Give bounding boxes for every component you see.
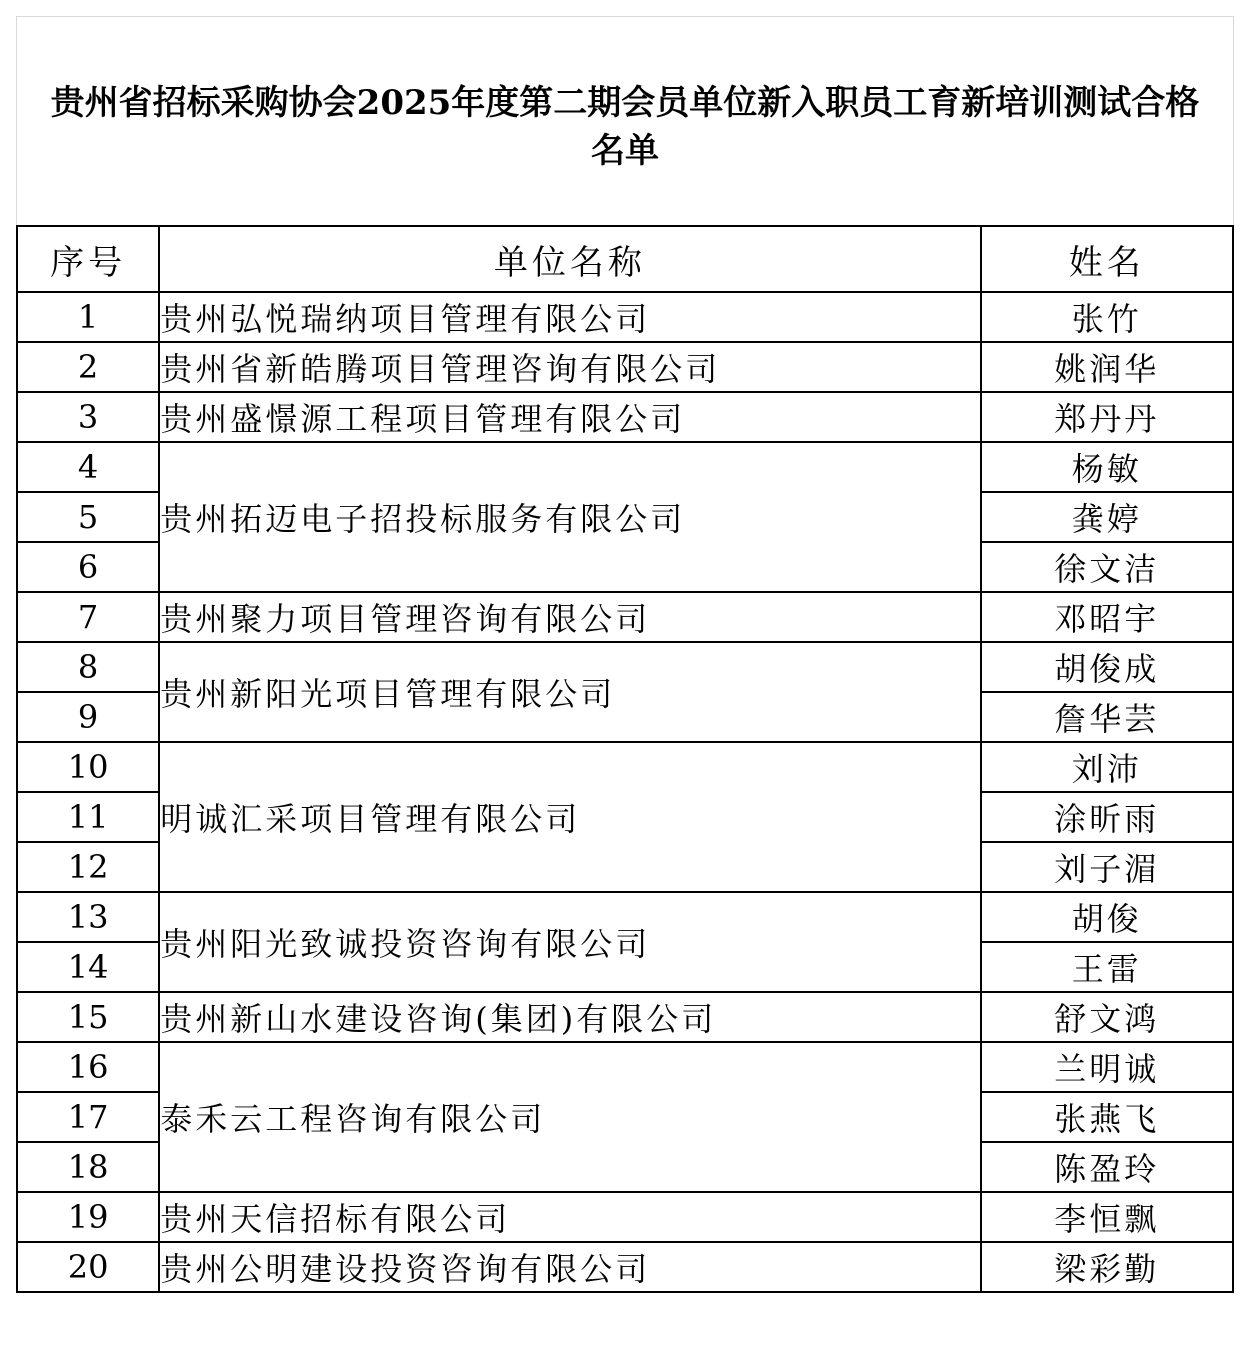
- table-row: [17, 642, 1233, 692]
- header-row: [17, 226, 1233, 292]
- person-name: 舒文鸿: [981, 992, 1233, 1042]
- person-name: 张竹: [981, 292, 1233, 342]
- person-name: 兰明诚: [981, 1042, 1233, 1092]
- row-number: 16: [17, 1042, 159, 1092]
- person-name: 刘子湄: [981, 842, 1233, 892]
- row-number: 14: [17, 942, 159, 992]
- header-no: 序号: [17, 226, 159, 292]
- table-row: [17, 1192, 1233, 1242]
- row-number: 6: [17, 542, 159, 592]
- person-name: 张燕飞: [981, 1092, 1233, 1142]
- row-number: 8: [17, 642, 159, 692]
- table-row: [17, 592, 1233, 642]
- person-name: 梁彩勤: [981, 1242, 1233, 1292]
- table-row: [17, 342, 1233, 392]
- row-number: 12: [17, 842, 159, 892]
- unit-name: 贵州弘悦瑞纳项目管理有限公司: [159, 292, 980, 342]
- table-row: [17, 392, 1233, 442]
- person-name: 王雷: [981, 942, 1233, 992]
- person-name: 詹华芸: [981, 692, 1233, 742]
- header-name: 姓名: [981, 226, 1233, 292]
- row-number: 13: [17, 892, 159, 942]
- row-number: 7: [17, 592, 159, 642]
- person-name: 涂昕雨: [981, 792, 1233, 842]
- table-row: [17, 992, 1233, 1042]
- document-frame: [16, 16, 1234, 1334]
- roster-body: [17, 292, 1233, 1292]
- person-name: 胡俊: [981, 892, 1233, 942]
- person-name: 龚婷: [981, 492, 1233, 542]
- unit-name: 泰禾云工程咨询有限公司: [159, 1042, 980, 1192]
- table-row: [17, 442, 1233, 492]
- table-row: [17, 292, 1233, 342]
- row-number: 18: [17, 1142, 159, 1192]
- unit-name: 贵州省新皓腾项目管理咨询有限公司: [159, 342, 980, 392]
- row-number: 9: [17, 692, 159, 742]
- header-unit: 单位名称: [159, 226, 980, 292]
- unit-name: 贵州聚力项目管理咨询有限公司: [159, 592, 980, 642]
- row-number: 20: [17, 1242, 159, 1292]
- person-name: 陈盈玲: [981, 1142, 1233, 1192]
- unit-name: 贵州天信招标有限公司: [159, 1192, 980, 1242]
- unit-name: 贵州拓迈电子招投标服务有限公司: [159, 442, 980, 592]
- person-name: 邓昭宇: [981, 592, 1233, 642]
- person-name: 刘沛: [981, 742, 1233, 792]
- table-row: [17, 1042, 1233, 1092]
- person-name: 姚润华: [981, 342, 1233, 392]
- person-name: 李恒飘: [981, 1192, 1233, 1242]
- unit-name: 贵州新阳光项目管理有限公司: [159, 642, 980, 742]
- unit-name: 贵州公明建设投资咨询有限公司: [159, 1242, 980, 1292]
- page-title: 贵州省招标采购协会2025年度第二期会员单位新入职员工育新培训测试合格名单: [50, 83, 1200, 171]
- unit-name: 明诚汇采项目管理有限公司: [159, 742, 980, 892]
- row-number: 3: [17, 392, 159, 442]
- unit-name: 贵州盛憬源工程项目管理有限公司: [159, 392, 980, 442]
- row-number: 5: [17, 492, 159, 542]
- unit-name: 贵州阳光致诚投资咨询有限公司: [159, 892, 980, 992]
- roster-table: [16, 225, 1234, 1293]
- table-row: [17, 1242, 1233, 1292]
- person-name: 杨敏: [981, 442, 1233, 492]
- row-number: 2: [17, 342, 159, 392]
- title-box: [16, 16, 1234, 225]
- row-number: 19: [17, 1192, 159, 1242]
- table-row: [17, 892, 1233, 942]
- row-number: 10: [17, 742, 159, 792]
- unit-name: 贵州新山水建设咨询(集团)有限公司: [159, 992, 980, 1042]
- row-number: 4: [17, 442, 159, 492]
- person-name: 郑丹丹: [981, 392, 1233, 442]
- row-number: 15: [17, 992, 159, 1042]
- table-row: [17, 742, 1233, 792]
- row-number: 1: [17, 292, 159, 342]
- row-number: 11: [17, 792, 159, 842]
- person-name: 胡俊成: [981, 642, 1233, 692]
- row-number: 17: [17, 1092, 159, 1142]
- person-name: 徐文洁: [981, 542, 1233, 592]
